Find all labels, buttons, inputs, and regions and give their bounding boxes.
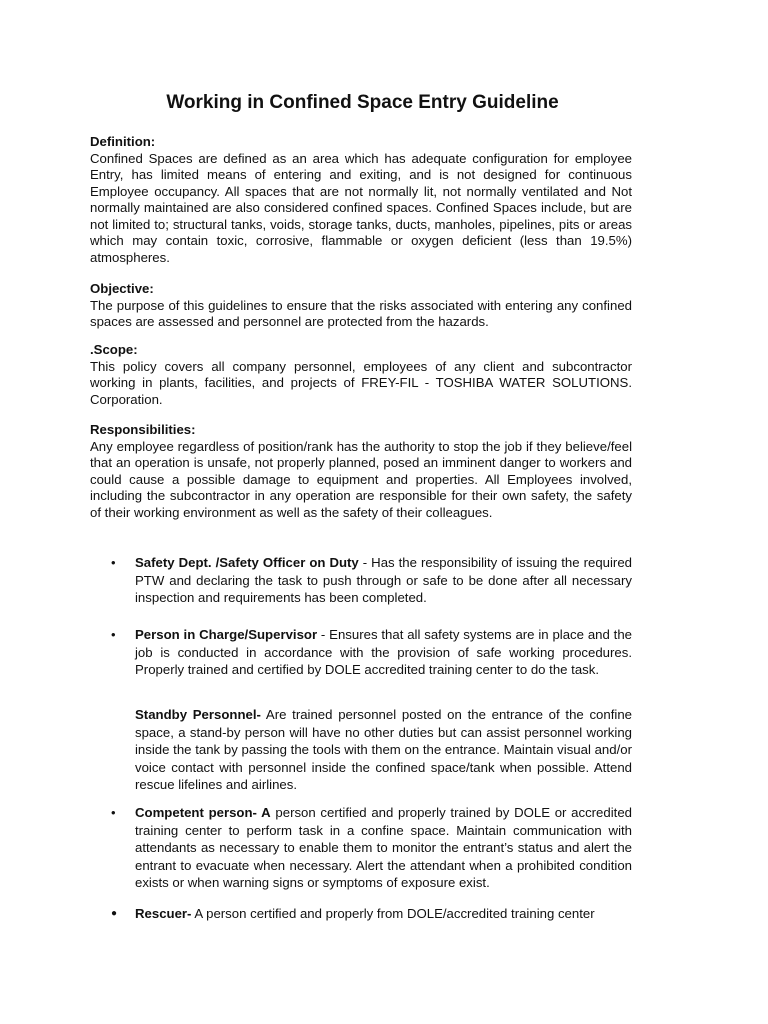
list-item (111, 804, 632, 892)
bullet-icon: ● (111, 908, 118, 919)
role-term: Rescuer- (135, 906, 192, 921)
scope-section (90, 342, 632, 408)
role-description: person certified and properly trained by DOLE or accredited training center to perform task in a confine space. Maintain communication with attendants as necessary to enable them to monitor the entrant’s status and alert the entrant to evacuate when necessary. Alert the attendant when a prohibited condition exists or when warning signs or symptoms of exposure exist. (135, 805, 632, 890)
role-term: Standby Personnel- (135, 707, 261, 722)
role-term: Competent person- A (135, 805, 271, 820)
list-item (111, 626, 632, 679)
role-description: Are trained personnel posted on the entrance of the confine space, a stand-by person will have no other duties but can assist personnel working inside the tank by passing the tools with them on the entrance. Maintain visual and/or voice contact with personnel inside the confined space/tank when possible. Attend rescue lifelines and airlines. (135, 707, 632, 792)
bullet-icon: • (111, 805, 116, 820)
objective-section (90, 281, 632, 331)
bullet-icon: • (111, 555, 116, 570)
responsibilities-text: Any employee regardless of position/rank has the authority to stop the job if they believe/feel that an operation is unsafe, not properly planned, posed an imminent danger to workers and could cause a possible damage to equipment and properties. All Employees involved, including the subcontractor in any operation are responsible for their own safety, the safety of their working environment as well as the safety of their colleagues. (90, 438, 632, 520)
document-title: Working in Confined Space Entry Guideline (166, 92, 559, 113)
scope-text: This policy covers all company personnel, employees of any client and subcontractor working in plants, facilities, and projects of FREY-FIL - TOSHIBA WATER SOLUTIONS. Corporation. (90, 358, 632, 407)
bullet-icon: • (111, 627, 116, 642)
definition-heading: Definition: (90, 134, 156, 149)
responsibilities-heading: Responsibilities: (90, 422, 196, 437)
objective-heading: Objective: (90, 281, 154, 296)
role-term: Safety Dept. /Safety Officer on Duty (135, 555, 359, 570)
objective-text: The purpose of this guidelines to ensure that the risks associated with entering any confined spaces are assessed and personnel are protected from the hazards. (90, 297, 632, 329)
role-description: - Has the responsibility of issuing the required PTW and declaring the task to push through or safe to be done after all necessary inspection and requirements has been completed. (135, 555, 632, 605)
scope-heading: .Scope: (90, 342, 138, 357)
list-item (135, 706, 632, 794)
role-description: - Ensures that all safety systems are in place and the job is conducted in accordance with the provision of safe working procedures. Properly trained and certified by DOLE accredited training center to do the task. (135, 627, 632, 677)
role-description: A person certified and properly from DOLE/accredited training center (191, 906, 595, 921)
list-item (111, 554, 632, 607)
list-item (111, 905, 632, 923)
definition-text: Confined Spaces are defined as an area which has adequate configuration for employee Entry, has limited means of entering and exiting, and is not designed for continuous Employee occupancy. All spaces that are not normally lit, not normally ventilated and Not normally maintained are also considered confined spaces. Confined Spaces include, but are not limited to; structural tanks, voids, storage tanks, ducts, manholes, pipelines, pits or areas which may contain toxic, corrosive, flammable or oxygen deficient (less than 19.5%) atmospheres. (90, 150, 632, 265)
definition-section (90, 134, 632, 266)
role-term: Person in Charge/Supervisor (135, 627, 318, 642)
responsibilities-section (90, 422, 632, 521)
